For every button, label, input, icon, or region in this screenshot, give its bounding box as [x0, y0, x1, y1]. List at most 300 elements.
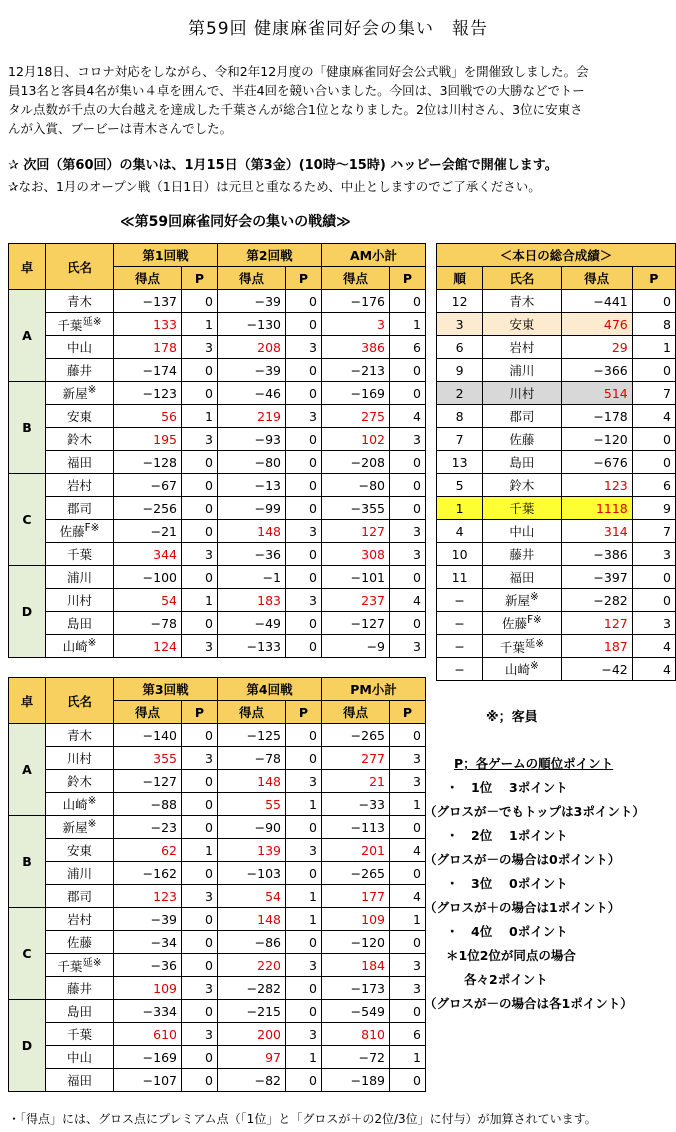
- score-header: 得点: [322, 267, 390, 290]
- score-cell: −88: [114, 793, 182, 816]
- point-cell: 0: [632, 451, 675, 474]
- point-cell: 0: [182, 520, 218, 543]
- score-cell: −173: [322, 977, 390, 1000]
- table-row: [437, 612, 676, 635]
- subtotal-header: AM小計: [322, 244, 426, 267]
- point-cell: 0: [390, 724, 426, 747]
- point-cell: 0: [390, 816, 426, 839]
- table-row: [9, 1046, 426, 1069]
- point-cell: 0: [390, 451, 426, 474]
- table-row: [9, 954, 426, 977]
- score-cell: −397: [561, 566, 632, 589]
- point-cell: 0: [182, 451, 218, 474]
- score-cell: 184: [322, 954, 390, 977]
- point-cell: 0: [286, 816, 322, 839]
- point-cell: 0: [632, 566, 675, 589]
- score-cell: 29: [561, 336, 632, 359]
- point-cell: 3: [286, 954, 322, 977]
- intro-line: 員13名と客員4名が集い４卓を囲んで、半荘4回を競い合いました。今回は、3回戦での大勝などでトー: [8, 83, 585, 98]
- table-row: [9, 770, 426, 793]
- pm-results-table: [8, 677, 426, 1092]
- title-row: [437, 244, 676, 267]
- point-cell: 4: [632, 658, 675, 681]
- game-header: 第2回戦: [218, 244, 322, 267]
- score-cell: 127: [561, 612, 632, 635]
- table-row: [437, 658, 676, 681]
- point-cell: 0: [286, 1069, 322, 1092]
- intro-text: [8, 62, 668, 138]
- score-cell: 308: [322, 543, 390, 566]
- point-cell: 0: [182, 1069, 218, 1092]
- point-cell: 6: [632, 474, 675, 497]
- score-cell: −208: [322, 451, 390, 474]
- score-cell: 97: [218, 1046, 286, 1069]
- point-cell: 0: [390, 497, 426, 520]
- score-cell: −386: [561, 543, 632, 566]
- player-name: 藤井: [483, 543, 561, 566]
- score-cell: 810: [322, 1023, 390, 1046]
- score-cell: −39: [218, 359, 286, 382]
- score-cell: 148: [218, 908, 286, 931]
- point-cell: 1: [390, 313, 426, 336]
- point-cell: 0: [286, 428, 322, 451]
- table-label: D: [9, 566, 46, 658]
- point-cell: 4: [390, 405, 426, 428]
- table-row: [437, 589, 676, 612]
- point-cell: 0: [632, 290, 675, 313]
- rank-cell: 3: [437, 313, 483, 336]
- score-cell: −80: [218, 451, 286, 474]
- table-header: 卓: [9, 678, 46, 724]
- point-cell: 9: [632, 497, 675, 520]
- score-cell: 148: [218, 520, 286, 543]
- score-cell: −137: [114, 290, 182, 313]
- overall-results-table: [436, 243, 676, 681]
- score-cell: 133: [114, 313, 182, 336]
- point-cell: 4: [632, 635, 675, 658]
- player-name: 中山: [46, 1046, 114, 1069]
- score-cell: −265: [322, 862, 390, 885]
- score-cell: 109: [114, 977, 182, 1000]
- intro-line: タル点数が千点の大台越えを達成した千葉さんが総合1位となりました。2位は川村さん、3位に安東さ: [8, 102, 583, 117]
- score-cell: 148: [218, 770, 286, 793]
- score-cell: 109: [322, 908, 390, 931]
- table-label: D: [9, 1000, 46, 1092]
- point-cell: 0: [632, 428, 675, 451]
- table-row: [9, 908, 426, 931]
- point-cell: 0: [286, 612, 322, 635]
- table-row: [437, 290, 676, 313]
- score-cell: −33: [322, 793, 390, 816]
- score-cell: 476: [561, 313, 632, 336]
- score-cell: 355: [114, 747, 182, 770]
- point-cell: 0: [182, 359, 218, 382]
- table-row: [437, 474, 676, 497]
- score-header: 得点: [322, 701, 390, 724]
- score-cell: −355: [322, 497, 390, 520]
- point-cell: 3: [286, 520, 322, 543]
- point-cell: 3: [182, 747, 218, 770]
- score-cell: −107: [114, 1069, 182, 1092]
- point-cell: 1: [632, 336, 675, 359]
- table-row: [9, 839, 426, 862]
- table-row: [437, 428, 676, 451]
- point-cell: 0: [182, 497, 218, 520]
- point-cell: 0: [182, 770, 218, 793]
- table-row: [9, 313, 426, 336]
- player-name: 藤井: [46, 359, 114, 382]
- point-cell: 0: [286, 724, 322, 747]
- score-cell: −90: [218, 816, 286, 839]
- rank-cell: −: [437, 658, 483, 681]
- point-cell: 1: [286, 885, 322, 908]
- table-label: B: [9, 382, 46, 474]
- point-cell: 3: [182, 336, 218, 359]
- point-cell: 4: [390, 885, 426, 908]
- player-name: 千葉: [46, 543, 114, 566]
- score-cell: −282: [561, 589, 632, 612]
- point-cell: 3: [286, 1023, 322, 1046]
- player-name: 千葉: [483, 497, 561, 520]
- table-row: [9, 1023, 426, 1046]
- point-cell: 4: [390, 839, 426, 862]
- score-cell: −39: [114, 908, 182, 931]
- table-row: [9, 1069, 426, 1092]
- score-cell: −80: [322, 474, 390, 497]
- score-cell: −36: [114, 954, 182, 977]
- score-cell: 55: [218, 793, 286, 816]
- player-name: 佐藤: [483, 428, 561, 451]
- page-title: 第59回 健康麻雀同好会の集い 報告: [187, 19, 489, 39]
- player-name: 山崎※: [46, 793, 114, 816]
- score-cell: −123: [114, 382, 182, 405]
- point-cell: 4: [390, 589, 426, 612]
- guest-note: ※；客員: [486, 710, 538, 725]
- score-cell: 219: [218, 405, 286, 428]
- table-row: [9, 290, 426, 313]
- point-cell: 0: [390, 382, 426, 405]
- player-name: 山崎※: [483, 658, 561, 681]
- point-cell: 0: [286, 566, 322, 589]
- point-cell: 3: [182, 428, 218, 451]
- header-row: [437, 267, 676, 290]
- score-cell: 123: [114, 885, 182, 908]
- player-name: 新屋※: [46, 816, 114, 839]
- table-row: [9, 451, 426, 474]
- score-cell: −78: [218, 747, 286, 770]
- player-name: 郡司: [46, 885, 114, 908]
- player-name: 福田: [46, 1069, 114, 1092]
- table-row: [9, 747, 426, 770]
- point-cell: 0: [182, 862, 218, 885]
- score-cell: −9: [322, 635, 390, 658]
- point-cell: 6: [390, 336, 426, 359]
- player-name: 山崎※: [46, 635, 114, 658]
- rank-cell: 12: [437, 290, 483, 313]
- score-cell: −113: [322, 816, 390, 839]
- point-cell: 0: [390, 612, 426, 635]
- score-cell: 610: [114, 1023, 182, 1046]
- point-header: P: [286, 701, 322, 724]
- point-cell: 0: [286, 474, 322, 497]
- name-header: 氏名: [46, 678, 114, 724]
- rank-cell: 1: [437, 497, 483, 520]
- point-cell: 3: [390, 543, 426, 566]
- points-legend: [424, 752, 676, 1016]
- score-cell: −101: [322, 566, 390, 589]
- point-cell: 3: [390, 635, 426, 658]
- point-cell: 3: [182, 635, 218, 658]
- table-row: [437, 635, 676, 658]
- am-results-table: [8, 243, 426, 658]
- intro-line: 12月18日、コロナ対応をしながら、令和2年12月度の「健康麻雀同好会公式戦」を開催致しました。会: [8, 64, 589, 79]
- table-row: [437, 520, 676, 543]
- rank-cell: 7: [437, 428, 483, 451]
- player-name: 千葉$^{延※}$: [46, 954, 114, 977]
- point-cell: 0: [390, 566, 426, 589]
- table-row: [437, 359, 676, 382]
- point-cell: 0: [286, 862, 322, 885]
- point-cell: 3: [286, 770, 322, 793]
- score-cell: 237: [322, 589, 390, 612]
- score-cell: −256: [114, 497, 182, 520]
- table-row: [9, 336, 426, 359]
- point-header: P: [286, 267, 322, 290]
- point-cell: 1: [286, 1046, 322, 1069]
- legend-line: （グロスが－の場合は各1ポイント）: [424, 996, 633, 1011]
- table-header: 卓: [9, 244, 46, 290]
- score-cell: 183: [218, 589, 286, 612]
- legend-line: ・ 2位 1ポイント: [446, 828, 568, 843]
- player-name: 新屋※: [483, 589, 561, 612]
- score-cell: 275: [322, 405, 390, 428]
- score-cell: −162: [114, 862, 182, 885]
- score-cell: −78: [114, 612, 182, 635]
- rank-cell: 6: [437, 336, 483, 359]
- score-cell: −72: [322, 1046, 390, 1069]
- player-name: 岩村: [46, 908, 114, 931]
- player-name: 岩村: [483, 336, 561, 359]
- player-name: 川村: [46, 747, 114, 770]
- score-cell: −169: [322, 382, 390, 405]
- table-row: [9, 793, 426, 816]
- point-cell: 3: [390, 977, 426, 1000]
- point-cell: 3: [390, 770, 426, 793]
- table-label: A: [9, 290, 46, 382]
- player-name: 島田: [483, 451, 561, 474]
- score-cell: 127: [322, 520, 390, 543]
- point-cell: 3: [632, 612, 675, 635]
- score-cell: −676: [561, 451, 632, 474]
- player-name: 藤井: [46, 977, 114, 1000]
- rank-cell: 13: [437, 451, 483, 474]
- score-cell: −130: [218, 313, 286, 336]
- point-cell: 1: [182, 405, 218, 428]
- score-cell: 514: [561, 382, 632, 405]
- player-name: 青木: [46, 290, 114, 313]
- rank-cell: −: [437, 589, 483, 612]
- point-cell: 0: [286, 1000, 322, 1023]
- point-cell: 0: [182, 1000, 218, 1023]
- table-row: [9, 816, 426, 839]
- score-cell: −39: [218, 290, 286, 313]
- player-name: 安東: [483, 313, 561, 336]
- player-name: 千葉: [46, 1023, 114, 1046]
- table-row: [9, 382, 426, 405]
- table-label: A: [9, 724, 46, 816]
- player-name: 中山: [483, 520, 561, 543]
- point-cell: 7: [632, 382, 675, 405]
- cancel-notice: ✰なお、1月のオープン戦（1日1日）は元旦と重なるため、中止としますのでご了承ください。: [8, 179, 541, 194]
- table-row: [9, 612, 426, 635]
- score-cell: 220: [218, 954, 286, 977]
- point-cell: 0: [286, 543, 322, 566]
- rank-cell: 11: [437, 566, 483, 589]
- player-name: 郡司: [483, 405, 561, 428]
- point-cell: 1: [182, 589, 218, 612]
- score-cell: −265: [322, 724, 390, 747]
- legend-title: P；各ゲームの順位ポイント: [454, 756, 614, 771]
- point-cell: 3: [390, 428, 426, 451]
- score-cell: 386: [322, 336, 390, 359]
- point-cell: 0: [390, 1069, 426, 1092]
- score-cell: −82: [218, 1069, 286, 1092]
- score-cell: −67: [114, 474, 182, 497]
- table-row: [9, 885, 426, 908]
- player-name: 福田: [483, 566, 561, 589]
- header-row: [9, 244, 426, 267]
- player-name: 川村: [46, 589, 114, 612]
- point-cell: 3: [632, 543, 675, 566]
- score-cell: 201: [322, 839, 390, 862]
- table-row: [437, 451, 676, 474]
- score-cell: −120: [561, 428, 632, 451]
- point-cell: 0: [286, 931, 322, 954]
- score-cell: −127: [322, 612, 390, 635]
- player-name: 中山: [46, 336, 114, 359]
- point-header: P: [182, 701, 218, 724]
- player-name: 福田: [46, 451, 114, 474]
- score-cell: −133: [218, 635, 286, 658]
- point-cell: 0: [182, 793, 218, 816]
- score-cell: −140: [114, 724, 182, 747]
- score-header: 得点: [114, 701, 182, 724]
- player-name: 安東: [46, 405, 114, 428]
- rank-header: 順: [437, 267, 483, 290]
- score-cell: −34: [114, 931, 182, 954]
- score-cell: −174: [114, 359, 182, 382]
- rank-cell: 2: [437, 382, 483, 405]
- point-cell: 0: [286, 359, 322, 382]
- score-cell: 314: [561, 520, 632, 543]
- legend-line: 各々2ポイント: [464, 972, 548, 987]
- section-title: ≪第59回麻雀同好会の集いの戦績≫: [120, 214, 351, 230]
- score-cell: 187: [561, 635, 632, 658]
- point-cell: 0: [182, 908, 218, 931]
- point-cell: 3: [390, 520, 426, 543]
- score-cell: −366: [561, 359, 632, 382]
- point-cell: 3: [182, 977, 218, 1000]
- point-cell: 0: [182, 816, 218, 839]
- score-cell: 54: [114, 589, 182, 612]
- player-name: 佐藤$^{F※}$: [483, 612, 561, 635]
- player-name: 鈴木: [46, 428, 114, 451]
- table-row: [9, 474, 426, 497]
- rank-cell: 9: [437, 359, 483, 382]
- point-cell: 0: [286, 977, 322, 1000]
- score-cell: 1118: [561, 497, 632, 520]
- score-cell: 56: [114, 405, 182, 428]
- name-header: 氏名: [483, 267, 561, 290]
- table-row: [9, 543, 426, 566]
- player-name: 浦川: [483, 359, 561, 382]
- score-cell: 344: [114, 543, 182, 566]
- point-cell: 3: [286, 839, 322, 862]
- player-name: 青木: [46, 724, 114, 747]
- score-header: 得点: [114, 267, 182, 290]
- score-cell: −99: [218, 497, 286, 520]
- score-cell: 178: [114, 336, 182, 359]
- point-header: P: [182, 267, 218, 290]
- score-cell: 102: [322, 428, 390, 451]
- score-cell: 208: [218, 336, 286, 359]
- legend-line: ・ 4位 0ポイント: [446, 924, 568, 939]
- player-name: 鈴木: [46, 770, 114, 793]
- point-cell: 0: [286, 451, 322, 474]
- player-name: 安東: [46, 839, 114, 862]
- table-row: [9, 428, 426, 451]
- overall-title: ＜本日の総合成績＞: [437, 244, 676, 267]
- score-cell: −128: [114, 451, 182, 474]
- player-name: 岩村: [46, 474, 114, 497]
- point-cell: 0: [390, 862, 426, 885]
- score-cell: 54: [218, 885, 286, 908]
- point-cell: 3: [390, 954, 426, 977]
- table-row: [9, 497, 426, 520]
- legend-line: ＊1位2位が同点の場合: [446, 948, 576, 963]
- point-cell: 0: [286, 497, 322, 520]
- name-header: 氏名: [46, 244, 114, 290]
- score-cell: −23: [114, 816, 182, 839]
- point-cell: 1: [390, 1046, 426, 1069]
- point-cell: 0: [182, 931, 218, 954]
- intro-line: んが入賞、ブービーは青木さんでした。: [8, 121, 233, 136]
- score-cell: −46: [218, 382, 286, 405]
- point-cell: 0: [182, 954, 218, 977]
- point-cell: 6: [390, 1023, 426, 1046]
- point-cell: 0: [286, 382, 322, 405]
- player-name: 鈴木: [483, 474, 561, 497]
- table-row: [9, 977, 426, 1000]
- table-row: [9, 635, 426, 658]
- score-cell: −13: [218, 474, 286, 497]
- point-cell: 0: [182, 474, 218, 497]
- point-cell: 1: [182, 313, 218, 336]
- table-row: [9, 724, 426, 747]
- subtotal-header: PM小計: [322, 678, 426, 701]
- score-cell: −21: [114, 520, 182, 543]
- game-header: 第4回戦: [218, 678, 322, 701]
- player-name: 新屋※: [46, 382, 114, 405]
- legend-line: （グロスが－でもトップは3ポイント）: [424, 804, 645, 819]
- score-cell: −549: [322, 1000, 390, 1023]
- table-row: [437, 497, 676, 520]
- next-meeting-notice: ✰ 次回（第60回）の集いは、1月15日（第3金）(10時～15時) ハッピー会館で開催します。: [8, 158, 558, 173]
- score-cell: −213: [322, 359, 390, 382]
- table-row: [9, 931, 426, 954]
- table-row: [9, 589, 426, 612]
- score-cell: −86: [218, 931, 286, 954]
